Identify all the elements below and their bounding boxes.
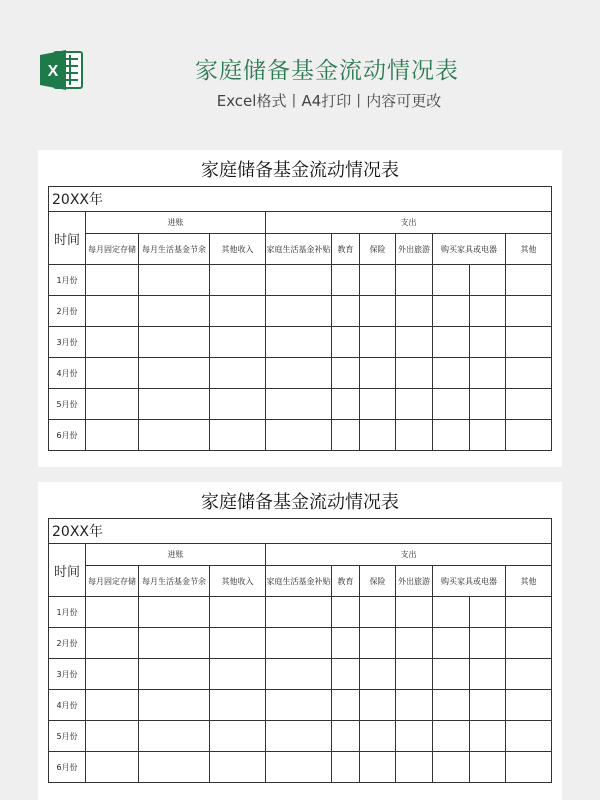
month-label: 2月份 <box>49 296 86 327</box>
table-cell[interactable] <box>139 420 210 451</box>
table-cell[interactable] <box>139 752 210 783</box>
table-cell[interactable] <box>210 420 266 451</box>
table-cell[interactable] <box>433 628 470 659</box>
table-cell[interactable] <box>86 265 139 296</box>
table-cell[interactable] <box>139 597 210 628</box>
table-cell[interactable] <box>139 659 210 690</box>
table-cell[interactable] <box>360 389 396 420</box>
column-header: 其他收入 <box>210 234 266 265</box>
table-cell[interactable] <box>266 265 332 296</box>
table-row <box>49 389 552 420</box>
table-cell[interactable] <box>332 690 360 721</box>
column-header: 每月生活基金节余 <box>139 234 210 265</box>
table-cell[interactable] <box>360 628 396 659</box>
year-cell: 20XX年 <box>49 519 552 544</box>
table-cell[interactable] <box>210 327 266 358</box>
table-cell[interactable] <box>433 597 470 628</box>
column-header: 每月固定存储 <box>86 566 139 597</box>
income-group-header: 进账 <box>86 212 266 234</box>
table-cell[interactable] <box>470 389 506 420</box>
table-cell[interactable] <box>433 327 470 358</box>
table-cell[interactable] <box>470 752 506 783</box>
table-cell[interactable] <box>266 752 332 783</box>
table-cell[interactable] <box>332 389 360 420</box>
column-header: 家庭生活基金补贴 <box>266 234 332 265</box>
table-cell[interactable] <box>210 389 266 420</box>
table-cell[interactable] <box>506 327 552 358</box>
table-row <box>49 628 552 659</box>
table-cell[interactable] <box>506 690 552 721</box>
table-cell[interactable] <box>396 389 433 420</box>
table-cell[interactable] <box>506 420 552 451</box>
table-cell[interactable] <box>396 420 433 451</box>
income-group-header: 进账 <box>86 544 266 566</box>
table-cell[interactable] <box>396 327 433 358</box>
table-cell[interactable] <box>360 358 396 389</box>
table-cell[interactable] <box>139 389 210 420</box>
table-row <box>49 659 552 690</box>
column-header: 教育 <box>332 234 360 265</box>
table-row <box>49 358 552 389</box>
table-cell[interactable] <box>210 597 266 628</box>
sheet-preview-1 <box>38 150 562 467</box>
table-cell[interactable] <box>210 296 266 327</box>
table-cell[interactable] <box>396 628 433 659</box>
column-header: 购买家具或电器 <box>433 566 506 597</box>
table-cell[interactable] <box>86 358 139 389</box>
table-cell[interactable] <box>506 358 552 389</box>
time-header: 时间 <box>49 212 86 265</box>
table-row <box>49 420 552 451</box>
table-cell[interactable] <box>506 597 552 628</box>
table-cell[interactable] <box>266 296 332 327</box>
table-cell[interactable] <box>86 420 139 451</box>
table-cell[interactable] <box>139 628 210 659</box>
table-cell[interactable] <box>470 358 506 389</box>
month-label: 5月份 <box>49 721 86 752</box>
column-header: 保险 <box>360 234 396 265</box>
table-cell[interactable] <box>139 358 210 389</box>
table-cell[interactable] <box>86 327 139 358</box>
column-header: 其他 <box>506 234 552 265</box>
table-cell[interactable] <box>210 659 266 690</box>
column-header: 家庭生活基金补贴 <box>266 566 332 597</box>
fund-flow-table <box>48 518 552 783</box>
table-cell[interactable] <box>210 690 266 721</box>
table-cell[interactable] <box>433 659 470 690</box>
table-cell[interactable] <box>210 265 266 296</box>
table-cell[interactable] <box>360 327 396 358</box>
table-row <box>49 296 552 327</box>
table-row <box>49 597 552 628</box>
table-cell[interactable] <box>266 628 332 659</box>
table-cell[interactable] <box>396 659 433 690</box>
table-cell[interactable] <box>86 690 139 721</box>
table-cell[interactable] <box>332 420 360 451</box>
month-label: 3月份 <box>49 327 86 358</box>
table-cell[interactable] <box>506 628 552 659</box>
table-cell[interactable] <box>266 659 332 690</box>
table-cell[interactable] <box>396 296 433 327</box>
column-header: 每月固定存储 <box>86 234 139 265</box>
table-cell[interactable] <box>506 389 552 420</box>
table-cell[interactable] <box>470 265 506 296</box>
table-cell[interactable] <box>210 358 266 389</box>
sheet-preview-2 <box>38 482 562 800</box>
table-cell[interactable] <box>433 752 470 783</box>
table-cell[interactable] <box>210 721 266 752</box>
month-label: 1月份 <box>49 597 86 628</box>
table-cell[interactable] <box>396 358 433 389</box>
table-cell[interactable] <box>86 628 139 659</box>
table-cell[interactable] <box>360 597 396 628</box>
table-cell[interactable] <box>266 597 332 628</box>
table-cell[interactable] <box>332 597 360 628</box>
table-cell[interactable] <box>360 752 396 783</box>
table-cell[interactable] <box>433 690 470 721</box>
column-header: 保险 <box>360 566 396 597</box>
column-header: 外出旅游 <box>396 566 433 597</box>
table-cell[interactable] <box>266 389 332 420</box>
table-cell[interactable] <box>332 659 360 690</box>
table-cell[interactable] <box>360 420 396 451</box>
table-cell[interactable] <box>470 296 506 327</box>
table-cell[interactable] <box>470 420 506 451</box>
fund-flow-table <box>48 186 552 451</box>
table-cell[interactable] <box>332 327 360 358</box>
table-cell[interactable] <box>433 296 470 327</box>
column-header: 其他 <box>506 566 552 597</box>
month-label: 6月份 <box>49 420 86 451</box>
month-label: 3月份 <box>49 659 86 690</box>
table-cell[interactable] <box>433 265 470 296</box>
table-cell[interactable] <box>506 659 552 690</box>
month-label: 6月份 <box>49 752 86 783</box>
table-cell[interactable] <box>86 721 139 752</box>
table-cell[interactable] <box>139 296 210 327</box>
table-cell[interactable] <box>433 389 470 420</box>
month-label: 4月份 <box>49 358 86 389</box>
column-header: 每月生活基金节余 <box>139 566 210 597</box>
table-cell[interactable] <box>360 296 396 327</box>
table-cell[interactable] <box>139 721 210 752</box>
month-label: 4月份 <box>49 690 86 721</box>
table-cell[interactable] <box>332 265 360 296</box>
table-cell[interactable] <box>433 420 470 451</box>
table-cell[interactable] <box>86 597 139 628</box>
table-cell[interactable] <box>470 628 506 659</box>
table-cell[interactable] <box>396 690 433 721</box>
table-cell[interactable] <box>433 358 470 389</box>
table-cell[interactable] <box>470 659 506 690</box>
table-cell[interactable] <box>433 721 470 752</box>
table-cell[interactable] <box>210 752 266 783</box>
table-cell[interactable] <box>86 389 139 420</box>
table-cell[interactable] <box>470 690 506 721</box>
sheet-title: 家庭储备基金流动情况表 <box>201 160 399 181</box>
table-cell[interactable] <box>266 327 332 358</box>
table-cell[interactable] <box>332 358 360 389</box>
table-cell[interactable] <box>332 752 360 783</box>
table-cell[interactable] <box>506 296 552 327</box>
table-cell[interactable] <box>506 265 552 296</box>
table-row <box>49 721 552 752</box>
table-cell[interactable] <box>86 752 139 783</box>
table-cell[interactable] <box>360 690 396 721</box>
sheet-title: 家庭储备基金流动情况表 <box>201 492 399 513</box>
table-cell[interactable] <box>470 327 506 358</box>
table-cell[interactable] <box>506 752 552 783</box>
expense-group-header: 支出 <box>266 544 552 566</box>
table-cell[interactable] <box>332 296 360 327</box>
table-row <box>49 265 552 296</box>
table-cell[interactable] <box>266 358 332 389</box>
month-label: 1月份 <box>49 265 86 296</box>
month-label: 2月份 <box>49 628 86 659</box>
table-cell[interactable] <box>360 265 396 296</box>
table-row <box>49 690 552 721</box>
table-cell[interactable] <box>470 721 506 752</box>
column-header: 购买家具或电器 <box>433 234 506 265</box>
table-cell[interactable] <box>360 721 396 752</box>
table-cell[interactable] <box>139 327 210 358</box>
table-cell[interactable] <box>396 752 433 783</box>
column-header: 教育 <box>332 566 360 597</box>
table-cell[interactable] <box>332 721 360 752</box>
table-cell[interactable] <box>470 597 506 628</box>
table-cell[interactable] <box>266 721 332 752</box>
table-cell[interactable] <box>396 265 433 296</box>
column-header: 外出旅游 <box>396 234 433 265</box>
table-cell[interactable] <box>396 721 433 752</box>
table-cell[interactable] <box>210 628 266 659</box>
expense-group-header: 支出 <box>266 212 552 234</box>
table-row <box>49 327 552 358</box>
table-cell[interactable] <box>360 659 396 690</box>
table-cell[interactable] <box>396 597 433 628</box>
table-row <box>49 752 552 783</box>
page-header <box>0 0 600 150</box>
table-cell[interactable] <box>506 721 552 752</box>
table-cell[interactable] <box>266 690 332 721</box>
month-label: 5月份 <box>49 389 86 420</box>
excel-icon-letter: X <box>47 63 59 80</box>
page-title: 家庭储备基金流动情况表 <box>195 58 459 84</box>
page-subtitle: Excel格式丨A4打印丨内容可更改 <box>216 92 442 110</box>
table-cell[interactable] <box>139 690 210 721</box>
table-cell[interactable] <box>86 296 139 327</box>
column-header: 其他收入 <box>210 566 266 597</box>
table-cell[interactable] <box>139 265 210 296</box>
year-cell: 20XX年 <box>49 187 552 212</box>
time-header: 时间 <box>49 544 86 597</box>
table-cell[interactable] <box>332 628 360 659</box>
table-cell[interactable] <box>86 659 139 690</box>
table-cell[interactable] <box>266 420 332 451</box>
